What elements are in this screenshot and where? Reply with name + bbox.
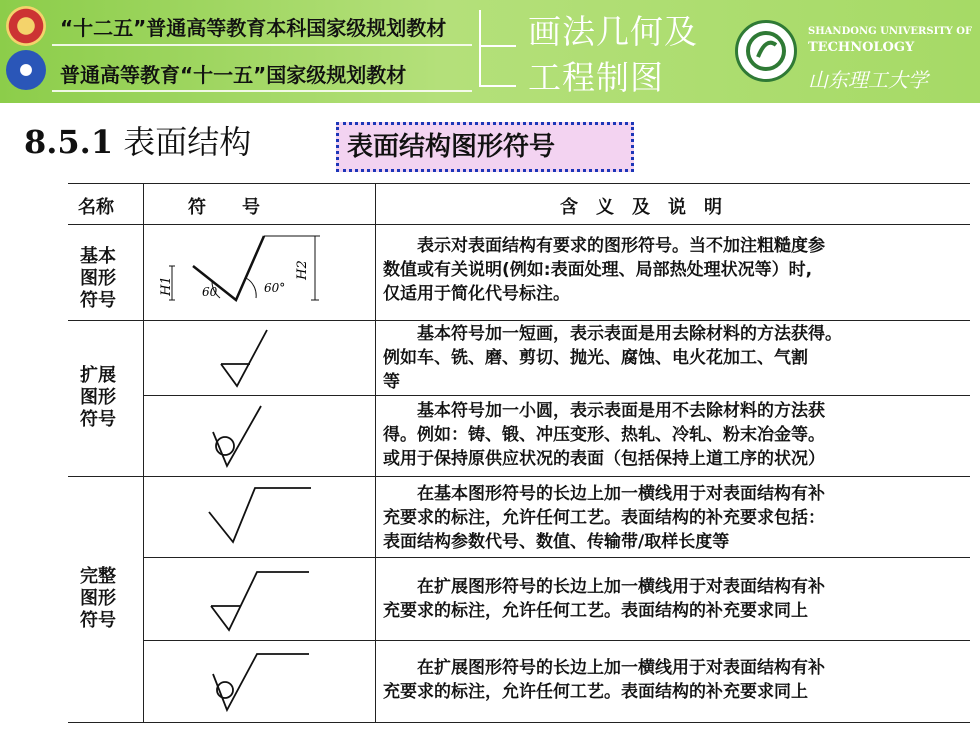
- header-banner: [0, 0, 980, 103]
- angle-right-label: 60°: [264, 281, 286, 295]
- highlighted-subtitle: 表面结构图形符号: [336, 122, 634, 172]
- book-title-line-1: 画法几何及: [528, 12, 698, 51]
- group-name-complete: 完整 图形 符号: [80, 566, 116, 631]
- university-logo-icon: [735, 20, 797, 82]
- university-name-cn: 山东理工大学: [808, 68, 928, 92]
- group-name-extended: 扩展 图形 符号: [80, 365, 116, 430]
- header-divider: [52, 44, 472, 46]
- table-border: [68, 320, 970, 321]
- extended-symbol-removal-icon: [215, 326, 275, 388]
- header-line-1: “十二五”普通高等教育本科国家级规划教材: [60, 16, 447, 40]
- meaning-cell: 基本符号加一短画，表示表面是用去除材料的方法获得。 例如车、铣、磨、剪切、抛光、腐蚀、电火花加工、气割 等: [383, 324, 842, 392]
- meaning-cell: 在扩展图形符号的长边上加一横线用于对表面结构有补 充要求的标注，允许任何工艺。表面结构的补充要求同上: [383, 577, 825, 621]
- meaning-cell: 基本符号加一小圆，表示表面是用不去除材料的方法获 得。例如：铸、锻、冲压变形、热轧、冷轧、粉末冶金等。 或用于保持原供应状况的表面（包括保持上道工序的状况）: [383, 401, 825, 469]
- table-border: [143, 640, 970, 641]
- table-border: [143, 183, 144, 722]
- angle-left-label: 60: [202, 285, 218, 299]
- university-name-en-2: TECHNOLOGY: [808, 40, 915, 55]
- h2-label: H2: [295, 260, 310, 280]
- header-name: 名称: [78, 197, 114, 218]
- university-name-en-1: SHANDONG UNIVERSITY OF: [808, 26, 973, 37]
- meaning-cell: 在扩展图形符号的长边上加一横线用于对表面结构有补 充要求的标注，允许任何工艺。表面结构的补充要求同上: [383, 658, 825, 702]
- table-border: [375, 183, 376, 722]
- book-title-line-2: 工程制图: [528, 58, 664, 97]
- header-bracket: [478, 8, 518, 90]
- header-divider: [52, 90, 472, 92]
- basic-symbol-icon: [160, 230, 330, 310]
- table-border: [143, 557, 970, 558]
- publisher-logo-icon: [6, 6, 46, 46]
- complete-symbol-removal-icon: [205, 566, 315, 634]
- section-number: 8.5.1: [24, 123, 114, 161]
- table-border: [68, 183, 970, 184]
- section-name: 表面结构: [123, 123, 252, 161]
- textbook-series-logo-icon: [6, 50, 46, 90]
- group-name-basic: 基本 图形 符号: [80, 246, 116, 311]
- table-border: [143, 395, 970, 396]
- h1-label: H1: [159, 276, 174, 296]
- complete-symbol-basic-icon: [205, 484, 315, 546]
- header-meaning: 含 义 及 说 明: [560, 197, 722, 218]
- table-border: [68, 722, 970, 723]
- complete-symbol-no-removal-icon: [205, 648, 315, 716]
- meaning-cell: 在基本图形符号的长边上加一横线用于对表面结构有补 充要求的标注，允许任何工艺。表面结构的补充要求包括： 表面结构参数代号、数值、传输带/取样长度等: [383, 484, 825, 552]
- header-symbol: 符 号: [188, 197, 260, 218]
- meaning-cell: 表示对表面结构有要求的图形符号。当不加注粗糙度参 数值或有关说明(例如:表面处理、局部热处理状况等）时, 仅适用于简化代号标注。: [383, 236, 825, 304]
- table-border: [68, 476, 970, 477]
- table-border: [68, 224, 970, 225]
- extended-symbol-no-removal-icon: [205, 402, 275, 470]
- section-title: [24, 117, 251, 163]
- header-line-2: 普通高等教育“十一五”国家级规划教材: [60, 63, 407, 87]
